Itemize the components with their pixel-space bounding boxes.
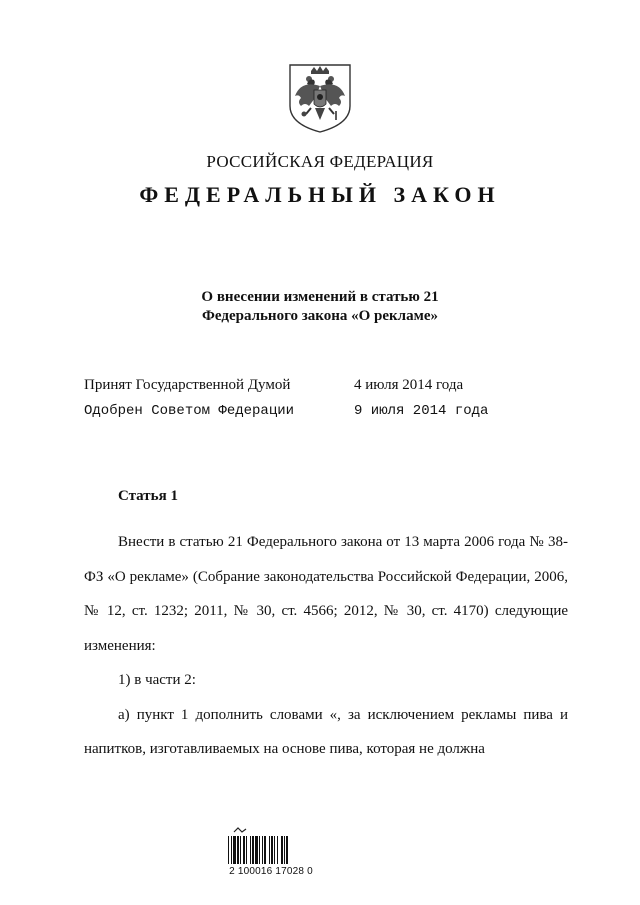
approval-label: Одобрен Советом Федерации (84, 403, 295, 419)
adoption-date: 4 июля 2014 года (354, 377, 464, 393)
law-subject-line-2: Федерального закона «О рекламе» (202, 308, 438, 324)
law-subject-line-1: О внесении изменений в статью 21 (201, 289, 439, 305)
barcode-number: 2 100016 17028 0 (229, 866, 313, 877)
country-name: РОССИЙСКАЯ ФЕДЕРАЦИЯ (206, 152, 434, 171)
article-body (84, 525, 568, 767)
document-type-title: ФЕДЕРАЛЬНЫЙ ЗАКОН (139, 182, 501, 207)
law-subject (0, 288, 640, 326)
approval-date: 9 июля 2014 года (354, 403, 489, 419)
article-paragraph: Внести в статью 21 Федерального закона от 13 марта 2006 года № 38-ФЗ «О рекламе» (Собрание законодательства Российской Федерации, 2006, № 12, ст. 1232; 2011, № 30, ст. 4566; 2012, № 30, ст. 4170) следующие изменения: (84, 534, 568, 654)
article-heading: Статья 1 (118, 488, 178, 504)
barcode-icon (224, 826, 316, 864)
coat-of-arms-icon (287, 62, 353, 134)
adoption-label: Принят Государственной Думой (84, 377, 291, 393)
article-paragraph: 1) в части 2: (118, 672, 196, 688)
article-paragraph: а) пункт 1 дополнить словами «, за исключением рекламы пива и напитков, изготавливаемых на основе пива, которая не должна (84, 706, 568, 757)
